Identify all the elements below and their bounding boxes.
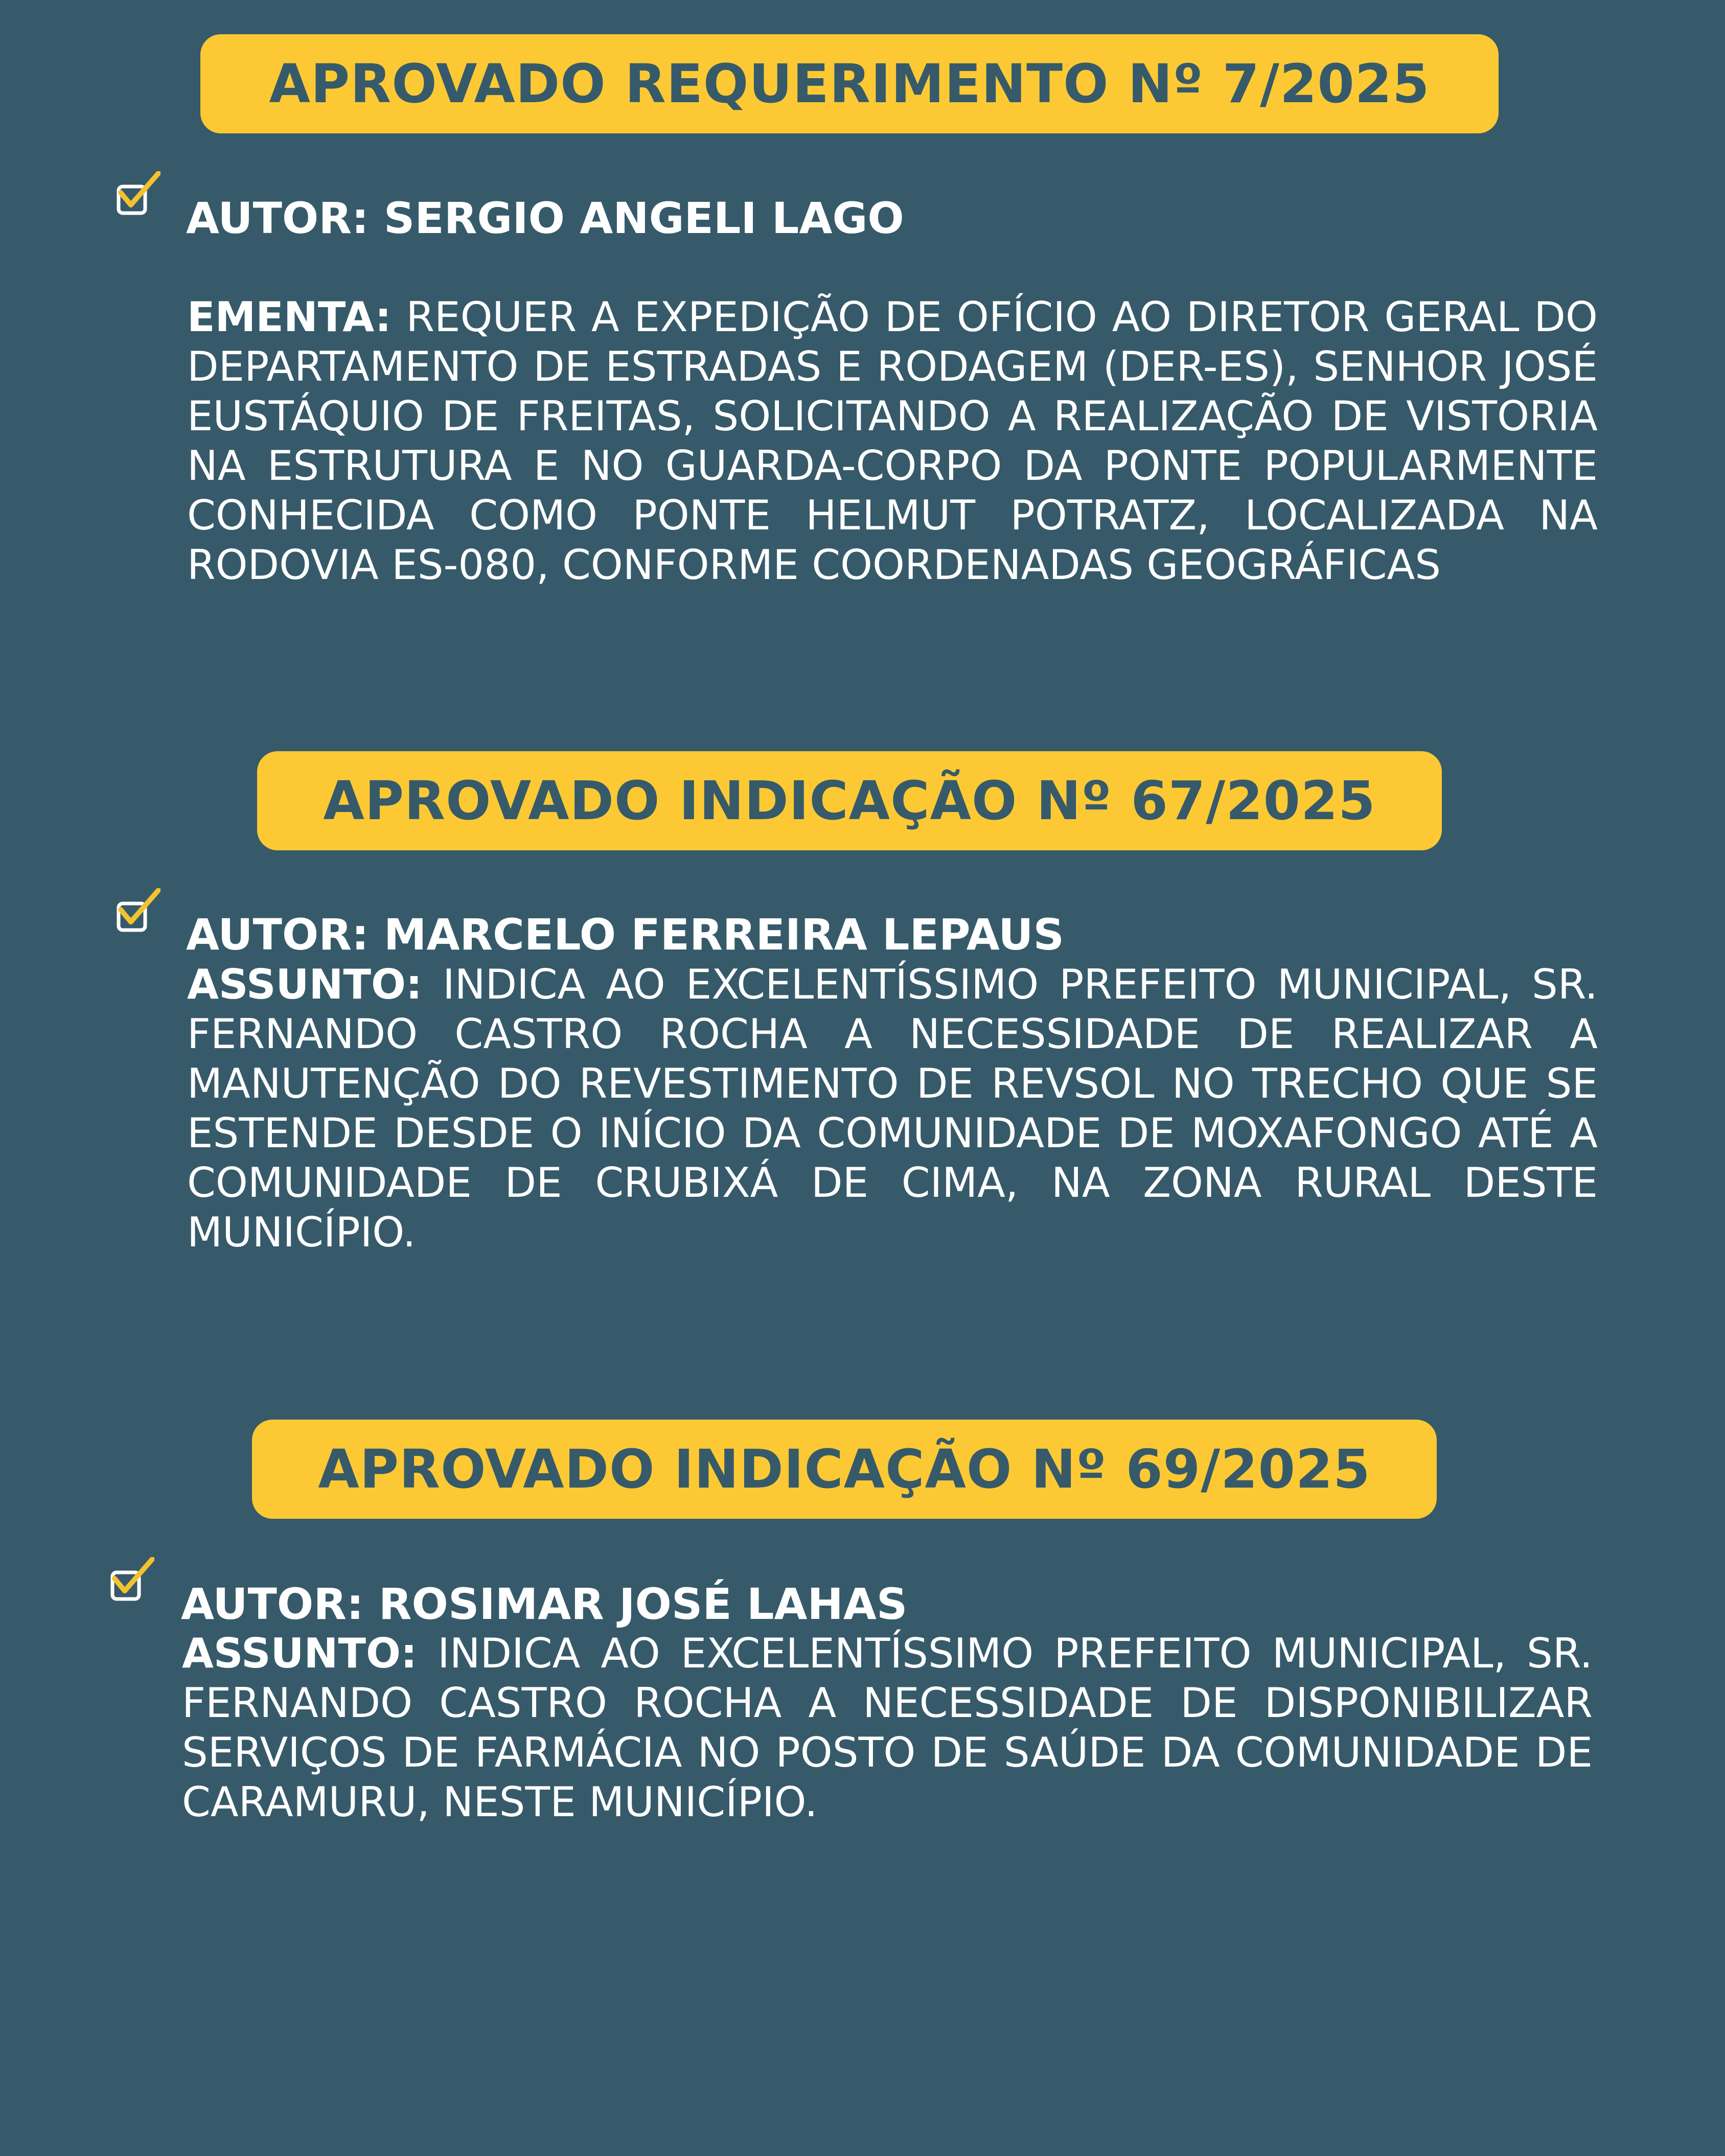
banner-requerimento-7 (200, 34, 1499, 133)
checkbox-check-icon (116, 888, 160, 933)
section-title: APROVADO INDICAÇÃO Nº 67/2025 (323, 770, 1376, 832)
banner-indicacao-67 (257, 751, 1442, 850)
assunto-text: INDICA AO EXCELENTÍSSIMO PREFEITO MUNICIPAL, SR. FERNANDO CASTRO ROCHA A NECESSIDADE DE REALIZAR A MANUTENÇÃO DO REVESTIMENTO DE REVSOL NO TRECHO QUE SE ESTENDE DESDE O INÍCIO DA COMUNIDADE DE MOXAFONGO ATÉ A COMUNIDADE DE CRUBIXÁ DE CIMA, NA ZONA RURAL DESTE MUNICÍPIO. (187, 961, 1598, 1256)
ementa-text: REQUER A EXPEDIÇÃO DE OFÍCIO AO DIRETOR GERAL DO DEPARTAMENTO DE ESTRADAS E RODAGEM (DER-ES), SENHOR JOSÉ EUSTÁQUIO DE FREITAS, SOLICITANDO A REALIZAÇÃO DE VISTORIA NA ESTRUTURA E NO GUARDA-CORPO DA PONTE POPULARMENTE CONHECIDA COMO PONTE HELMUT POTRATZ, LOCALIZADA NA RODOVIA ES-080, CONFORME COORDENADAS GEOGRÁFICAS (187, 293, 1598, 589)
ementa-paragraph (187, 292, 1598, 590)
checkbox-check-icon (109, 1557, 154, 1602)
section-title: APROVADO INDICAÇÃO Nº 69/2025 (318, 1438, 1371, 1500)
assunto-label: ASSUNTO: (187, 961, 423, 1008)
author-line: AUTOR: SERGIO ANGELI LAGO (186, 193, 904, 243)
assunto-text: INDICA AO EXCELENTÍSSIMO PREFEITO MUNICIPAL, SR. FERNANDO CASTRO ROCHA A NECESSIDADE DE DISPONIBILIZAR SERVIÇOS DE FARMÁCIA NO POSTO DE SAÚDE DA COMUNIDADE DE CARAMURU, NESTE MUNICÍPIO. (182, 1630, 1593, 1826)
checkbox-check-icon (116, 171, 160, 216)
assunto-label: ASSUNTO: (182, 1630, 418, 1677)
author-line: AUTOR: MARCELO FERREIRA LEPAUS (186, 910, 1064, 960)
section-title: APROVADO REQUERIMENTO Nº 7/2025 (269, 53, 1430, 115)
assunto-paragraph (182, 1629, 1593, 1827)
banner-indicacao-69 (252, 1420, 1437, 1519)
assunto-paragraph (187, 960, 1598, 1257)
ementa-label: EMENTA: (187, 293, 392, 341)
author-line: AUTOR: ROSIMAR JOSÉ LAHAS (181, 1579, 908, 1629)
